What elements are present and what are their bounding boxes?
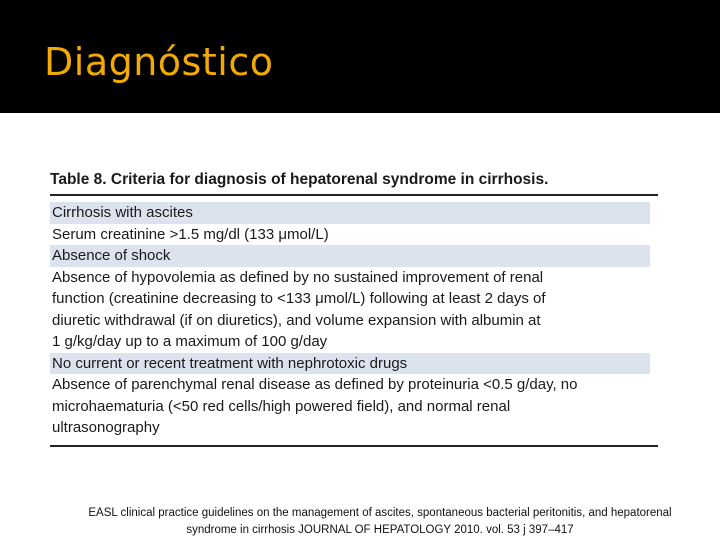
table-caption: Table 8. Criteria for diagnosis of hepatorenal syndrome in cirrhosis. [50, 171, 549, 188]
criterion-row-5 [50, 353, 650, 375]
citation-line-2: syndrome in cirrhosis JOURNAL OF HEPATOLOGY 2010. vol. 53 j 397–417 [186, 524, 574, 536]
criterion-line: ultrasonography [52, 419, 160, 436]
criterion-line: Absence of shock [52, 247, 171, 264]
source-citation [40, 505, 720, 539]
criterion-line: diuretic withdrawal (if on diuretics), and volume expansion with albumin at [52, 311, 541, 329]
criteria-table [50, 170, 658, 447]
table-top-rule [50, 194, 658, 196]
title-bar [0, 0, 720, 113]
table-bottom-rule [50, 445, 658, 447]
criterion-line: Absence of hypovolemia as defined by no sustained improvement of renal [52, 268, 544, 286]
table-body [50, 202, 650, 439]
criterion-row-4 [50, 267, 650, 353]
citation-line-1: EASL clinical practice guidelines on the management of ascites, spontaneous bacterial peritonitis, and hepatorenal [88, 507, 672, 519]
criterion-line: Absence of parenchymal renal disease as defined by proteinuria <0.5 g/day, no [52, 376, 578, 393]
criterion-line: function (creatinine decreasing to <133 μmol/L) following at least 2 days of [52, 290, 546, 307]
criterion-row-2 [50, 224, 650, 246]
criterion-row-6 [50, 374, 650, 439]
criterion-row-1 [50, 202, 650, 224]
criterion-line: Serum creatinine >1.5 mg/dl (133 μmol/L) [52, 225, 329, 243]
criterion-line: 1 g/kg/day up to a maximum of 100 g/day [52, 333, 328, 350]
criterion-line: Cirrhosis with ascites [52, 204, 193, 221]
criterion-line: microhaematuria (<50 red cells/high powered field), and normal renal [52, 397, 511, 415]
slide-title: Diagnóstico [44, 40, 274, 84]
criterion-row-3 [50, 245, 650, 267]
criterion-line: No current or recent treatment with nephrotoxic drugs [52, 354, 408, 372]
